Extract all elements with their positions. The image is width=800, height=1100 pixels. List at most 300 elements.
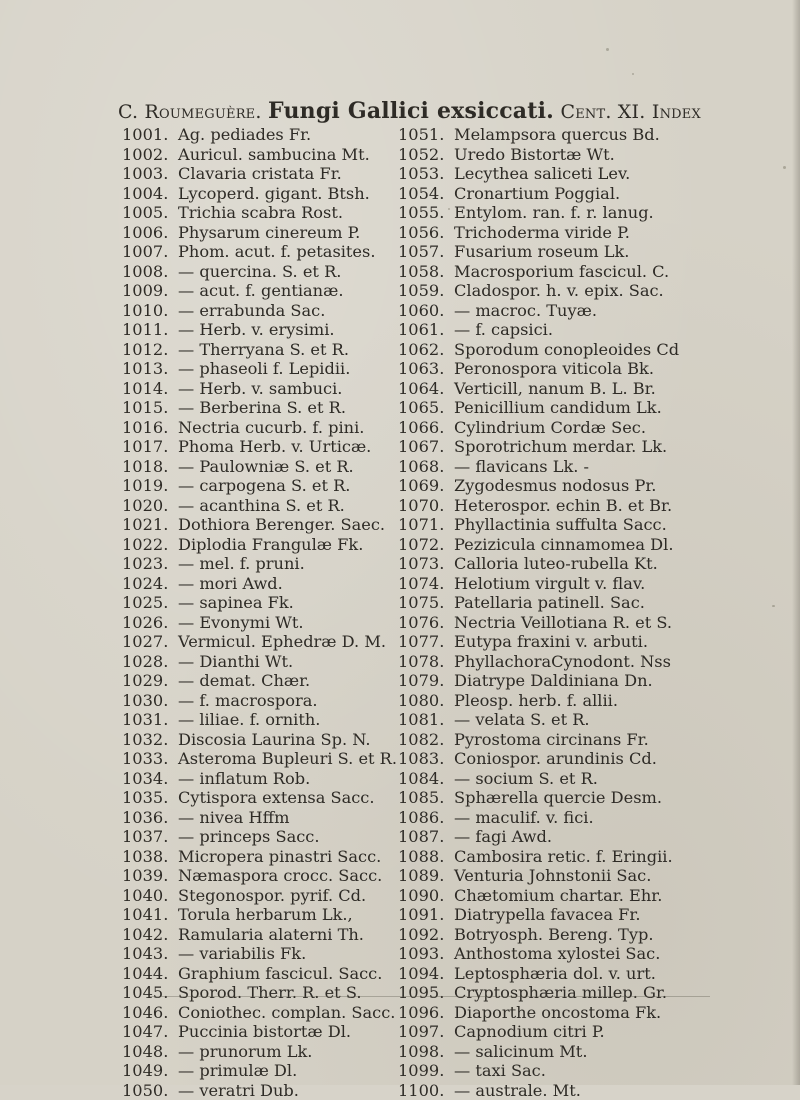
entry-species: Entylom. ran. f. r. lanug. (454, 203, 654, 222)
entry-species: — Herb. v. erysimi. (178, 320, 335, 339)
index-entry (398, 125, 679, 145)
index-entry (122, 866, 397, 886)
index-entry (398, 340, 679, 360)
entry-species: Heterospor. echin B. et Br. (454, 496, 672, 515)
entry-number: 1085. (398, 788, 454, 808)
index-entry (122, 710, 397, 730)
entry-number: 1032. (122, 730, 178, 750)
index-entry (122, 496, 397, 516)
entry-number: 1063. (398, 359, 454, 379)
entry-species: — nivea Hffm (178, 808, 289, 827)
entry-species: Cylindrium Cordæ Sec. (454, 418, 646, 437)
entry-number: 1021. (122, 515, 178, 535)
entry-number: 1093. (398, 944, 454, 964)
entry-species: — veratri Dub. (178, 1081, 299, 1100)
entry-species: Clavaria cristata Fr. (178, 164, 342, 183)
entry-species: — errabunda Sac. (178, 301, 325, 320)
entry-number: 1050. (122, 1081, 178, 1100)
entry-species: Ramularia alaterni Th. (178, 925, 364, 944)
paper-speck (772, 605, 775, 607)
entry-number: 1009. (122, 281, 178, 301)
entry-species: Helotium virgult v. flav. (454, 574, 645, 593)
entry-species: Dothiora Berenger. Saec. (178, 515, 385, 534)
entry-number: 1043. (122, 944, 178, 964)
entry-species: PhyllachoraCynodont. Nss (454, 652, 671, 671)
entry-species: — demat. Chær. (178, 671, 310, 690)
index-entry (398, 710, 679, 730)
entry-number: 1020. (122, 496, 178, 516)
index-entry (398, 398, 679, 418)
entry-number: 1095. (398, 983, 454, 1003)
entry-number: 1081. (398, 710, 454, 730)
index-entry (398, 593, 679, 613)
entry-species: Phyllactinia suffulta Sacc. (454, 515, 667, 534)
entry-species: — Herb. v. sambuci. (178, 379, 342, 398)
entry-species: — salicinum Mt. (454, 1042, 587, 1061)
entry-number: 1002. (122, 145, 178, 165)
entry-species: — velata S. et R. (454, 710, 590, 729)
entry-number: 1010. (122, 301, 178, 321)
entry-number: 1007. (122, 242, 178, 262)
entry-species: Sporotrichum merdar. Lk. (454, 437, 667, 456)
header-index: Index (652, 101, 701, 123)
entry-species: Cladospor. h. v. epix. Sac. (454, 281, 664, 300)
entry-species: — f. capsici. (454, 320, 553, 339)
entry-number: 1061. (398, 320, 454, 340)
paper-speck (632, 73, 634, 75)
entry-number: 1057. (398, 242, 454, 262)
entry-species: — Dianthi Wt. (178, 652, 293, 671)
index-entry (122, 1022, 397, 1042)
index-entry (122, 242, 397, 262)
index-entry (398, 535, 679, 555)
index-entry (398, 145, 679, 165)
index-entry (398, 671, 679, 691)
entry-species: Pyrostoma circinans Fr. (454, 730, 649, 749)
entry-species: — variabilis Fk. (178, 944, 306, 963)
entry-species: Asteroma Bupleuri S. et R. (178, 749, 397, 768)
index-entry (122, 476, 397, 496)
entry-species: Patellaria patinell. Sac. (454, 593, 645, 612)
entry-species: Nectria cucurb. f. pini. (178, 418, 364, 437)
entry-number: 1083. (398, 749, 454, 769)
entry-number: 1018. (122, 457, 178, 477)
entry-number: 1073. (398, 554, 454, 574)
entry-number: 1040. (122, 886, 178, 906)
entry-number: 1027. (122, 632, 178, 652)
entry-species: — mori Awd. (178, 574, 283, 593)
entry-species: Diaporthe oncostoma Fk. (454, 1003, 661, 1022)
entry-number: 1008. (122, 262, 178, 282)
entry-species: Cryptosphæria millep. Gr. (454, 983, 667, 1002)
index-entry (398, 574, 679, 594)
index-entry (398, 652, 679, 672)
entry-number: 1067. (398, 437, 454, 457)
entry-number: 1078. (398, 652, 454, 672)
index-entry (122, 613, 397, 633)
entry-number: 1088. (398, 847, 454, 867)
page-edge-shadow (792, 0, 800, 1085)
entry-species: Torula herbarum Lk., (178, 905, 353, 924)
index-entry (122, 925, 397, 945)
entry-number: 1006. (122, 223, 178, 243)
index-entry (398, 964, 679, 984)
index-entry (398, 515, 679, 535)
entry-number: 1079. (398, 671, 454, 691)
entry-species: Cytispora extensa Sacc. (178, 788, 375, 807)
index-entry (122, 983, 397, 1003)
entry-species: Trichoderma viride P. (454, 223, 630, 242)
entry-number: 1087. (398, 827, 454, 847)
index-entry (398, 262, 679, 282)
entry-species: Eutypa fraxini v. arbuti. (454, 632, 648, 651)
entry-number: 1075. (398, 593, 454, 613)
entry-number: 1099. (398, 1061, 454, 1081)
entry-species: Anthostoma xylostei Sac. (454, 944, 660, 963)
index-entry (398, 418, 679, 438)
index-entry (398, 613, 679, 633)
entry-number: 1086. (398, 808, 454, 828)
entry-species: — prunorum Lk. (178, 1042, 312, 1061)
index-entry (398, 184, 679, 204)
entry-number: 1053. (398, 164, 454, 184)
entry-number: 1051. (398, 125, 454, 145)
entry-species: Uredo Bistortæ Wt. (454, 145, 615, 164)
index-entry (398, 905, 679, 925)
entry-species: Melampsora quercus Bd. (454, 125, 660, 144)
index-entry (398, 301, 679, 321)
entry-number: 1056. (398, 223, 454, 243)
index-entry (122, 730, 397, 750)
entry-species: — maculif. v. fici. (454, 808, 594, 827)
index-entry (398, 847, 679, 867)
entry-number: 1046. (122, 1003, 178, 1023)
entry-number: 1005. (122, 203, 178, 223)
entry-number: 1062. (398, 340, 454, 360)
entry-number: 1004. (122, 184, 178, 204)
index-entry (398, 983, 679, 1003)
index-entry (398, 769, 679, 789)
entry-species: — Evonymi Wt. (178, 613, 304, 632)
index-entry (122, 203, 397, 223)
index-entry (122, 886, 397, 906)
index-entry (398, 632, 679, 652)
entry-species: Lecythea saliceti Lev. (454, 164, 630, 183)
index-entry (122, 535, 397, 555)
entry-species: Physarum cinereum P. (178, 223, 360, 242)
entry-species: Verticill, nanum B. L. Br. (454, 379, 656, 398)
entry-species: — flavicans Lk. - (454, 457, 589, 476)
entry-species: — acanthina S. et R. (178, 496, 345, 515)
index-entry (122, 749, 397, 769)
entry-species: — princeps Sacc. (178, 827, 320, 846)
index-entry (398, 886, 679, 906)
entry-number: 1092. (398, 925, 454, 945)
entry-number: 1015. (122, 398, 178, 418)
index-column-left (122, 125, 397, 1100)
entry-species: Venturia Johnstonii Sac. (454, 866, 651, 885)
entry-species: Chætomium chartar. Ehr. (454, 886, 662, 905)
entry-number: 1069. (398, 476, 454, 496)
entry-number: 1036. (122, 808, 178, 828)
index-entry (398, 496, 679, 516)
index-entry (398, 1003, 679, 1023)
entry-species: Macrosporium fascicul. C. (454, 262, 669, 281)
index-entry (398, 554, 679, 574)
index-entry (122, 457, 397, 477)
entry-species: Trichia scabra Rost. (178, 203, 343, 222)
entry-species: Ag. pediades Fr. (178, 125, 311, 144)
index-entry (122, 847, 397, 867)
entry-species: Diatrypella favacea Fr. (454, 905, 641, 924)
entry-number: 1011. (122, 320, 178, 340)
entry-number: 1077. (398, 632, 454, 652)
entry-number: 1014. (122, 379, 178, 399)
entry-species: Næmaspora crocc. Sacc. (178, 866, 382, 885)
index-entry (122, 301, 397, 321)
entry-number: 1012. (122, 340, 178, 360)
index-entry (122, 320, 397, 340)
index-entry (122, 262, 397, 282)
entry-species: Sphærella quercie Desm. (454, 788, 662, 807)
entry-number: 1094. (398, 964, 454, 984)
entry-species: — primulæ Dl. (178, 1061, 297, 1080)
index-entry (122, 671, 397, 691)
entry-species: — acut. f. gentianæ. (178, 281, 343, 300)
entry-species: — mel. f. pruni. (178, 554, 305, 573)
entry-number: 1054. (398, 184, 454, 204)
index-entry (122, 145, 397, 165)
index-entry (122, 1081, 397, 1100)
entry-species: Phoma Herb. v. Urticæ. (178, 437, 371, 456)
entry-species: Peronospora viticola Bk. (454, 359, 654, 378)
index-entry (122, 437, 397, 457)
entry-species: Zygodesmus nodosus Pr. (454, 476, 656, 495)
entry-number: 1031. (122, 710, 178, 730)
index-entry (122, 632, 397, 652)
entry-number: 1071. (398, 515, 454, 535)
entry-species: Discosia Laurina Sp. N. (178, 730, 371, 749)
page-header (118, 98, 678, 124)
index-entry (122, 281, 397, 301)
entry-species: Nectria Veillotiana R. et S. (454, 613, 672, 632)
index-entry (122, 223, 397, 243)
index-entry (398, 476, 679, 496)
index-entry (398, 730, 679, 750)
entry-number: 1064. (398, 379, 454, 399)
entry-number: 1013. (122, 359, 178, 379)
index-entry (398, 866, 679, 886)
entry-species: Coniothec. complan. Sacc. (178, 1003, 395, 1022)
index-entry (122, 574, 397, 594)
entry-species: Cronartium Poggial. (454, 184, 620, 203)
entry-species: Diatrype Daldiniana Dn. (454, 671, 653, 690)
index-entry (398, 1061, 679, 1081)
index-entry (122, 418, 397, 438)
entry-species: Auricul. sambucina Mt. (178, 145, 370, 164)
entry-species: Vermicul. Ephedræ D. M. (178, 632, 386, 651)
entry-number: 1089. (398, 866, 454, 886)
entry-number: 1100. (398, 1081, 454, 1100)
entry-species: Graphium fascicul. Sacc. (178, 964, 382, 983)
entry-species: — australe. Mt. (454, 1081, 581, 1100)
entry-species: Cambosira retic. f. Eringii. (454, 847, 673, 866)
entry-species: — macroc. Tuyæ. (454, 301, 597, 320)
entry-number: 1019. (122, 476, 178, 496)
index-entry (122, 944, 397, 964)
index-entry (398, 808, 679, 828)
entry-species: Fusarium roseum Lk. (454, 242, 629, 261)
index-entry (398, 242, 679, 262)
entry-number: 1066. (398, 418, 454, 438)
index-entry (122, 184, 397, 204)
index-entry (122, 691, 397, 711)
index-entry (122, 652, 397, 672)
index-entry (398, 1081, 679, 1100)
entry-number: 1033. (122, 749, 178, 769)
entry-species: — phaseoli f. Lepidii. (178, 359, 350, 378)
entry-species: Pezizicula cinnamomea Dl. (454, 535, 674, 554)
index-entry (398, 437, 679, 457)
entry-species: Lycoperd. gigant. Btsh. (178, 184, 370, 203)
entry-number: 1091. (398, 905, 454, 925)
index-entry (398, 1042, 679, 1062)
entry-number: 1076. (398, 613, 454, 633)
entry-species: Botryosph. Bereng. Typ. (454, 925, 653, 944)
entry-number: 1030. (122, 691, 178, 711)
entry-species: Diplodia Frangulæ Fk. (178, 535, 363, 554)
entry-number: 1080. (398, 691, 454, 711)
index-entry (122, 398, 397, 418)
entry-number: 1026. (122, 613, 178, 633)
entry-species: Stegonospor. pyrif. Cd. (178, 886, 366, 905)
entry-species: Leptosphæria dol. v. urt. (454, 964, 656, 983)
entry-species: Sporod. Therr. R. et S. (178, 983, 362, 1002)
entry-species: Micropera pinastri Sacc. (178, 847, 381, 866)
index-entry (122, 1042, 397, 1062)
header-century: Cent. XI. (560, 101, 645, 123)
entry-number: 1047. (122, 1022, 178, 1042)
entry-number: 1016. (122, 418, 178, 438)
entry-number: 1068. (398, 457, 454, 477)
index-entry (398, 749, 679, 769)
entry-species: Sporodum conopleoides Cd (454, 340, 679, 359)
entry-number: 1045. (122, 983, 178, 1003)
entry-species: — Paulowniæ S. et R. (178, 457, 354, 476)
index-entry (398, 359, 679, 379)
index-entry (122, 379, 397, 399)
entry-number: 1037. (122, 827, 178, 847)
entry-number: 1082. (398, 730, 454, 750)
index-entry (398, 203, 679, 223)
entry-number: 1028. (122, 652, 178, 672)
index-entry (398, 223, 679, 243)
entry-number: 1072. (398, 535, 454, 555)
index-entry (398, 164, 679, 184)
index-entry (122, 554, 397, 574)
bottom-rule (150, 996, 710, 997)
entry-number: 1039. (122, 866, 178, 886)
entry-number: 1022. (122, 535, 178, 555)
entry-number: 1042. (122, 925, 178, 945)
entry-number: 1024. (122, 574, 178, 594)
index-entry (398, 379, 679, 399)
index-entry (122, 164, 397, 184)
entry-species: Capnodium citri P. (454, 1022, 605, 1041)
entry-species: — sapinea Fk. (178, 593, 294, 612)
entry-number: 1029. (122, 671, 178, 691)
entry-number: 1041. (122, 905, 178, 925)
entry-number: 1038. (122, 847, 178, 867)
header-author: C. Roumeguère. (118, 101, 262, 123)
index-entry (398, 788, 679, 808)
entry-number: 1017. (122, 437, 178, 457)
index-entry (398, 457, 679, 477)
index-entry (122, 593, 397, 613)
entry-number: 1003. (122, 164, 178, 184)
entry-species: — quercina. S. et R. (178, 262, 341, 281)
index-entry (122, 964, 397, 984)
entry-species: Coniospor. arundinis Cd. (454, 749, 657, 768)
paper-speck (606, 48, 609, 51)
entry-species: — Berberina S. et R. (178, 398, 346, 417)
entry-number: 1070. (398, 496, 454, 516)
entry-number: 1001. (122, 125, 178, 145)
index-entry (122, 125, 397, 145)
entry-number: 1048. (122, 1042, 178, 1062)
index-entry (122, 340, 397, 360)
entry-number: 1090. (398, 886, 454, 906)
entry-number: 1035. (122, 788, 178, 808)
entry-number: 1074. (398, 574, 454, 594)
index-entry (398, 1022, 679, 1042)
index-column-right (398, 125, 679, 1100)
entry-species: — f. macrospora. (178, 691, 318, 710)
entry-species: Calloria luteo-rubella Kt. (454, 554, 658, 573)
index-entry (122, 905, 397, 925)
index-entry (122, 359, 397, 379)
entry-number: 1025. (122, 593, 178, 613)
index-entry (398, 827, 679, 847)
entry-number: 1059. (398, 281, 454, 301)
entry-number: 1096. (398, 1003, 454, 1023)
index-entry (122, 1061, 397, 1081)
index-entry (122, 808, 397, 828)
index-entry (398, 925, 679, 945)
index-entry (398, 281, 679, 301)
entry-species: Puccinia bistortæ Dl. (178, 1022, 351, 1041)
entry-number: 1098. (398, 1042, 454, 1062)
entry-number: 1097. (398, 1022, 454, 1042)
entry-species: — taxi Sac. (454, 1061, 546, 1080)
index-entry (122, 1003, 397, 1023)
entry-number: 1058. (398, 262, 454, 282)
index-entry (122, 788, 397, 808)
entry-number: 1052. (398, 145, 454, 165)
entry-species: Pleosp. herb. f. allii. (454, 691, 618, 710)
entry-number: 1023. (122, 554, 178, 574)
index-entry (122, 769, 397, 789)
index-entry (122, 827, 397, 847)
entry-number: 1034. (122, 769, 178, 789)
entry-number: 1084. (398, 769, 454, 789)
entry-species: Penicillium candidum Lk. (454, 398, 662, 417)
index-entry (122, 515, 397, 535)
entry-species: Phom. acut. f. petasites. (178, 242, 375, 261)
entry-number: 1044. (122, 964, 178, 984)
index-entry (398, 944, 679, 964)
entry-species: — carpogena S. et R. (178, 476, 350, 495)
